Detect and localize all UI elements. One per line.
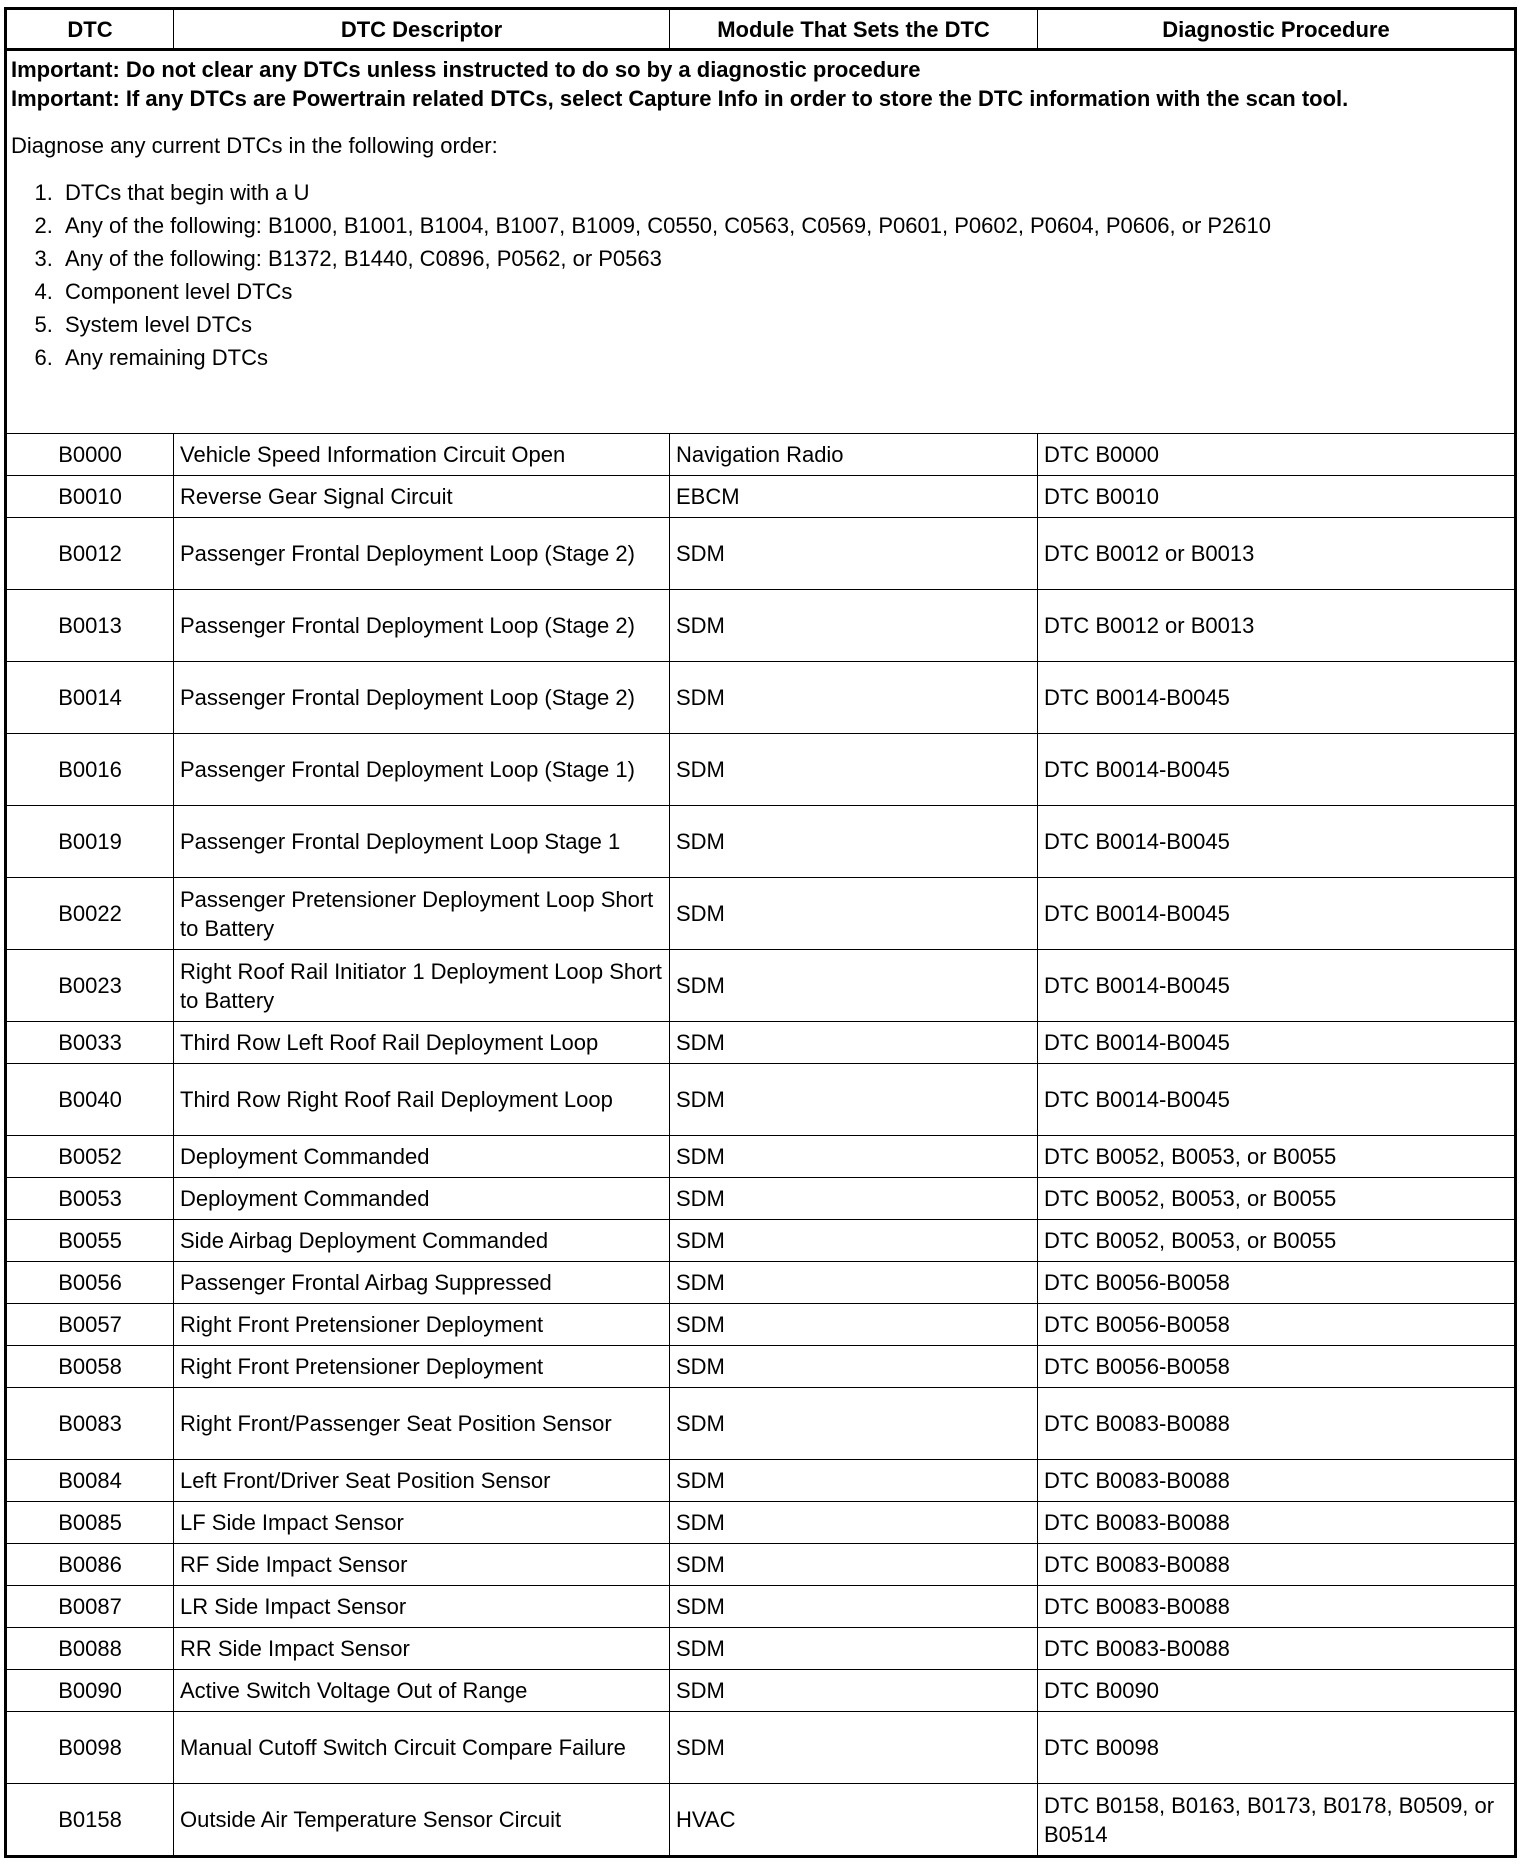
important-note-2: Important: If any DTCs are Powertrain related DTCs, select Capture Info in order to store the DTC information with the scan tool.	[11, 86, 1349, 111]
procedure-cell: DTC B0158, B0163, B0173, B0178, B0509, or B0514	[1038, 1784, 1516, 1857]
table-row	[6, 1460, 1516, 1502]
table-row	[6, 950, 1516, 1022]
table-row	[6, 878, 1516, 950]
procedure-cell: DTC B0012 or B0013	[1038, 518, 1516, 590]
dtc-code-cell: B0000	[6, 434, 174, 476]
dtc-code-cell: B0052	[6, 1136, 174, 1178]
procedure-cell: DTC B0010	[1038, 476, 1516, 518]
procedure-cell: DTC B0014-B0045	[1038, 878, 1516, 950]
table-row	[6, 1136, 1516, 1178]
descriptor-cell: Passenger Frontal Airbag Suppressed	[174, 1262, 670, 1304]
procedure-cell: DTC B0014-B0045	[1038, 806, 1516, 878]
dtc-code-cell: B0086	[6, 1544, 174, 1586]
order-item: 4. Component level DTCs	[59, 275, 1510, 308]
module-cell: SDM	[670, 1346, 1038, 1388]
procedure-cell: DTC B0083-B0088	[1038, 1460, 1516, 1502]
dtc-code-cell: B0098	[6, 1712, 174, 1784]
dtc-code-cell: B0058	[6, 1346, 174, 1388]
descriptor-cell: Right Front Pretensioner Deployment	[174, 1346, 670, 1388]
module-cell: SDM	[670, 1628, 1038, 1670]
module-cell: SDM	[670, 1544, 1038, 1586]
descriptor-cell: RR Side Impact Sensor	[174, 1628, 670, 1670]
descriptor-cell: Third Row Right Roof Rail Deployment Loop	[174, 1064, 670, 1136]
module-cell: SDM	[670, 1502, 1038, 1544]
table-row	[6, 1670, 1516, 1712]
module-cell: SDM	[670, 1712, 1038, 1784]
order-item: 6. Any remaining DTCs	[59, 341, 1510, 374]
procedure-cell: DTC B0056-B0058	[1038, 1304, 1516, 1346]
descriptor-cell: Passenger Frontal Deployment Loop Stage 1	[174, 806, 670, 878]
module-cell: SDM	[670, 1022, 1038, 1064]
table-row	[6, 476, 1516, 518]
order-intro: Diagnose any current DTCs in the following order:	[11, 133, 498, 158]
dtc-code-cell: B0056	[6, 1262, 174, 1304]
important-note-1: Important: Do not clear any DTCs unless instructed to do so by a diagnostic procedure	[11, 57, 921, 82]
table-row	[6, 1220, 1516, 1262]
dtc-code-cell: B0010	[6, 476, 174, 518]
descriptor-cell: Vehicle Speed Information Circuit Open	[174, 434, 670, 476]
dtc-code-cell: B0040	[6, 1064, 174, 1136]
procedure-cell: DTC B0083-B0088	[1038, 1544, 1516, 1586]
descriptor-cell: Reverse Gear Signal Circuit	[174, 476, 670, 518]
dtc-code-cell: B0023	[6, 950, 174, 1022]
descriptor-cell: Passenger Frontal Deployment Loop (Stage 2)	[174, 590, 670, 662]
dtc-code-cell: B0014	[6, 662, 174, 734]
table-row	[6, 1784, 1516, 1857]
header-descriptor: DTC Descriptor	[174, 9, 670, 50]
procedure-cell: DTC B0083-B0088	[1038, 1502, 1516, 1544]
module-cell: SDM	[670, 1304, 1038, 1346]
dtc-code-cell: B0057	[6, 1304, 174, 1346]
procedure-cell: DTC B0000	[1038, 434, 1516, 476]
descriptor-cell: Outside Air Temperature Sensor Circuit	[174, 1784, 670, 1857]
module-cell: SDM	[670, 806, 1038, 878]
table-row	[6, 662, 1516, 734]
descriptor-cell: Manual Cutoff Switch Circuit Compare Failure	[174, 1712, 670, 1784]
descriptor-cell: Passenger Frontal Deployment Loop (Stage 1)	[174, 734, 670, 806]
descriptor-cell: Deployment Commanded	[174, 1136, 670, 1178]
dtc-code-cell: B0158	[6, 1784, 174, 1857]
table-row	[6, 1712, 1516, 1784]
module-cell: SDM	[670, 590, 1038, 662]
module-cell: SDM	[670, 1064, 1038, 1136]
module-cell: SDM	[670, 662, 1038, 734]
procedure-cell: DTC B0056-B0058	[1038, 1346, 1516, 1388]
descriptor-cell: RF Side Impact Sensor	[174, 1544, 670, 1586]
table-row	[6, 1346, 1516, 1388]
order-item: 3. Any of the following: B1372, B1440, C0896, P0562, or P0563	[59, 242, 1510, 275]
descriptor-cell: Passenger Frontal Deployment Loop (Stage 2)	[174, 518, 670, 590]
table-row	[6, 1022, 1516, 1064]
procedure-cell: DTC B0014-B0045	[1038, 1022, 1516, 1064]
table-row	[6, 1388, 1516, 1460]
descriptor-cell: Right Front Pretensioner Deployment	[174, 1304, 670, 1346]
descriptor-cell: LR Side Impact Sensor	[174, 1586, 670, 1628]
procedure-cell: DTC B0014-B0045	[1038, 950, 1516, 1022]
dtc-code-cell: B0087	[6, 1586, 174, 1628]
module-cell: SDM	[670, 1178, 1038, 1220]
order-item: 2. Any of the following: B1000, B1001, B1004, B1007, B1009, C0550, C0563, C0569, P0601, P0602, P0604, P0606, or P2610	[59, 209, 1510, 242]
notes-cell	[6, 50, 1516, 434]
module-cell: EBCM	[670, 476, 1038, 518]
procedure-cell: DTC B0052, B0053, or B0055	[1038, 1220, 1516, 1262]
module-cell: SDM	[670, 518, 1038, 590]
procedure-cell: DTC B0098	[1038, 1712, 1516, 1784]
header-module: Module That Sets the DTC	[670, 9, 1038, 50]
descriptor-cell: Passenger Pretensioner Deployment Loop Short to Battery	[174, 878, 670, 950]
dtc-table	[4, 7, 1517, 1858]
header-row	[6, 9, 1516, 50]
module-cell: SDM	[670, 1460, 1038, 1502]
module-cell: SDM	[670, 950, 1038, 1022]
dtc-code-cell: B0084	[6, 1460, 174, 1502]
table-row	[6, 734, 1516, 806]
procedure-cell: DTC B0052, B0053, or B0055	[1038, 1178, 1516, 1220]
dtc-code-cell: B0053	[6, 1178, 174, 1220]
order-item: 1. DTCs that begin with a U	[59, 176, 1510, 209]
descriptor-cell: Active Switch Voltage Out of Range	[174, 1670, 670, 1712]
dtc-code-cell: B0016	[6, 734, 174, 806]
table-row	[6, 1064, 1516, 1136]
descriptor-cell: Side Airbag Deployment Commanded	[174, 1220, 670, 1262]
dtc-code-cell: B0012	[6, 518, 174, 590]
procedure-cell: DTC B0083-B0088	[1038, 1586, 1516, 1628]
descriptor-cell: Left Front/Driver Seat Position Sensor	[174, 1460, 670, 1502]
header-dtc: DTC	[6, 9, 174, 50]
dtc-code-cell: B0055	[6, 1220, 174, 1262]
module-cell: SDM	[670, 1670, 1038, 1712]
module-cell: SDM	[670, 1262, 1038, 1304]
notes-row	[6, 50, 1516, 434]
order-item: 5. System level DTCs	[59, 308, 1510, 341]
table-row	[6, 1502, 1516, 1544]
procedure-cell: DTC B0090	[1038, 1670, 1516, 1712]
module-cell: SDM	[670, 1220, 1038, 1262]
table-row	[6, 518, 1516, 590]
table-row	[6, 1178, 1516, 1220]
header-procedure: Diagnostic Procedure	[1038, 9, 1516, 50]
descriptor-cell: Right Front/Passenger Seat Position Sensor	[174, 1388, 670, 1460]
table-row	[6, 1628, 1516, 1670]
descriptor-cell: LF Side Impact Sensor	[174, 1502, 670, 1544]
descriptor-cell: Deployment Commanded	[174, 1178, 670, 1220]
module-cell: SDM	[670, 1136, 1038, 1178]
procedure-cell: DTC B0056-B0058	[1038, 1262, 1516, 1304]
module-cell: SDM	[670, 734, 1038, 806]
module-cell: HVAC	[670, 1784, 1038, 1857]
dtc-code-cell: B0090	[6, 1670, 174, 1712]
table-row	[6, 1262, 1516, 1304]
dtc-code-cell: B0085	[6, 1502, 174, 1544]
table-row	[6, 1544, 1516, 1586]
table-row	[6, 434, 1516, 476]
procedure-cell: DTC B0014-B0045	[1038, 734, 1516, 806]
descriptor-cell: Right Roof Rail Initiator 1 Deployment Loop Short to Battery	[174, 950, 670, 1022]
module-cell: SDM	[670, 1586, 1038, 1628]
procedure-cell: DTC B0014-B0045	[1038, 662, 1516, 734]
dtc-code-cell: B0088	[6, 1628, 174, 1670]
dtc-code-cell: B0019	[6, 806, 174, 878]
dtc-code-cell: B0022	[6, 878, 174, 950]
table-row	[6, 1586, 1516, 1628]
procedure-cell: DTC B0014-B0045	[1038, 1064, 1516, 1136]
procedure-cell: DTC B0052, B0053, or B0055	[1038, 1136, 1516, 1178]
procedure-cell: DTC B0012 or B0013	[1038, 590, 1516, 662]
dtc-code-cell: B0083	[6, 1388, 174, 1460]
module-cell: SDM	[670, 878, 1038, 950]
module-cell: Navigation Radio	[670, 434, 1038, 476]
table-row	[6, 590, 1516, 662]
procedure-cell: DTC B0083-B0088	[1038, 1388, 1516, 1460]
diagnosis-order-list	[11, 176, 1510, 374]
descriptor-cell: Passenger Frontal Deployment Loop (Stage 2)	[174, 662, 670, 734]
module-cell: SDM	[670, 1388, 1038, 1460]
procedure-cell: DTC B0083-B0088	[1038, 1628, 1516, 1670]
dtc-code-cell: B0033	[6, 1022, 174, 1064]
dtc-code-cell: B0013	[6, 590, 174, 662]
descriptor-cell: Third Row Left Roof Rail Deployment Loop	[174, 1022, 670, 1064]
table-row	[6, 1304, 1516, 1346]
table-row	[6, 806, 1516, 878]
